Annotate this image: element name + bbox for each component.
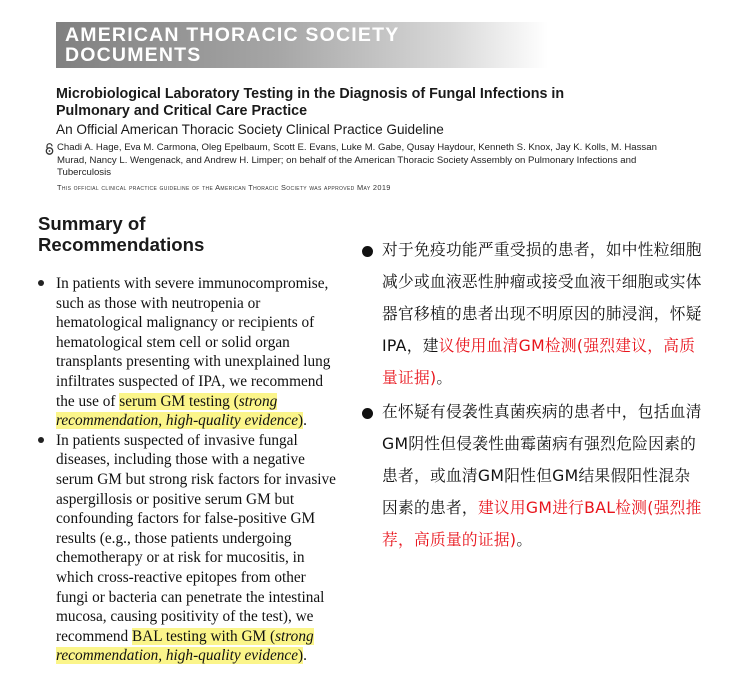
- bullet-icon: [362, 246, 373, 257]
- evidence-grade: strong recommendation, high-quality evidence: [56, 392, 298, 430]
- translation-highlight: 建议用GM进行BAL检测(强烈推荐，高质量的证据): [382, 498, 702, 549]
- article-subtitle: An Official American Thoracic Society Clinical Practice Guideline: [56, 122, 444, 137]
- recommendation-text: In patients suspected of invasive fungal diseases, including those with a negative serum GM but strong risk factors for invasive aspergillosis or positive serum GM but confounding factors for false-positive GM results (e.g., those patients undergoing chemotherapy or at risk for mucositis, in which cross-reactive epitopes from other fungi or bacteria can penetrate the intestinal mucosa, causing positivity of the test), we recommend BAL testing with GM (strong recommendation, high-quality evidence).: [56, 431, 336, 665]
- society-banner: [56, 22, 548, 68]
- translation-list: [360, 234, 705, 558]
- banner-title-line1: AMERICAN THORACIC SOCIETY: [65, 24, 400, 46]
- recommendation-list: [36, 274, 341, 666]
- banner-title-line2: DOCUMENTS: [65, 44, 202, 66]
- recommendation-text: In patients with severe immunocompromise, such as those with neutropenia or hematological malignancy or recipients of hematological stem cell or solid organ transplants presenting with unexplained lung infiltrates suspected of IPA, we recommend the use of serum GM testing (strong recommendation, high-quality evidence).: [56, 275, 331, 430]
- highlighted-recommendation: BAL testing with GM (strong recommendation, high-quality evidence): [56, 627, 314, 665]
- list-item: [360, 396, 705, 556]
- author-list: Chadi A. Hage, Eva M. Carmona, Oleg Epelbaum, Scott E. Evans, Luke M. Gabe, Qusay Haydour, Kenneth S. Knox, Jay K. Kolls, M. Hassan Murad, Nancy L. Wengenack, and Andrew H. Limper; on behalf of the American Thoracic Society Assembly on Pulmonary Infections and Tuberculosis: [57, 142, 657, 178]
- translation-text: 在怀疑有侵袭性真菌疾病的患者中，包括血清GM阴性但侵袭性曲霉菌病有强烈危险因素的患者，或血清GM阳性但GM结果假阳性混杂因素的患者，建议用GM进行BAL检测(强烈推荐，高质量的证据)。: [382, 402, 702, 549]
- bullet-icon: [38, 437, 44, 443]
- article-title: Microbiological Laboratory Testing in the Diagnosis of Fungal Infections in Pulmonary and Critical Care Practice: [56, 86, 565, 119]
- open-access-lock-icon: [45, 143, 54, 158]
- bullet-icon: [38, 280, 44, 286]
- highlighted-recommendation: serum GM testing (strong recommendation, high-quality evidence): [56, 392, 304, 430]
- approval-note: This official clinical practice guideline of the American Thoracic Society was approved May 2019: [57, 183, 391, 192]
- list-item: [36, 274, 341, 431]
- list-item: [36, 431, 341, 666]
- translation-text: 对于免疫功能严重受损的患者，如中性粒细胞减少或血液恶性肿瘤或接受血液干细胞或实体器官移植的患者出现不明原因的肺浸润，怀疑IPA，建议使用血清GM检测(强烈建议，高质量证据)。: [382, 240, 702, 387]
- bullet-icon: [362, 408, 373, 419]
- translation-highlight: 议使用血清GM检测(强烈建议，高质量证据): [382, 336, 696, 387]
- evidence-grade: strong recommendation, high-quality evidence: [56, 627, 314, 665]
- summary-heading: Summary of Recommendations: [38, 213, 205, 255]
- list-item: [360, 234, 705, 394]
